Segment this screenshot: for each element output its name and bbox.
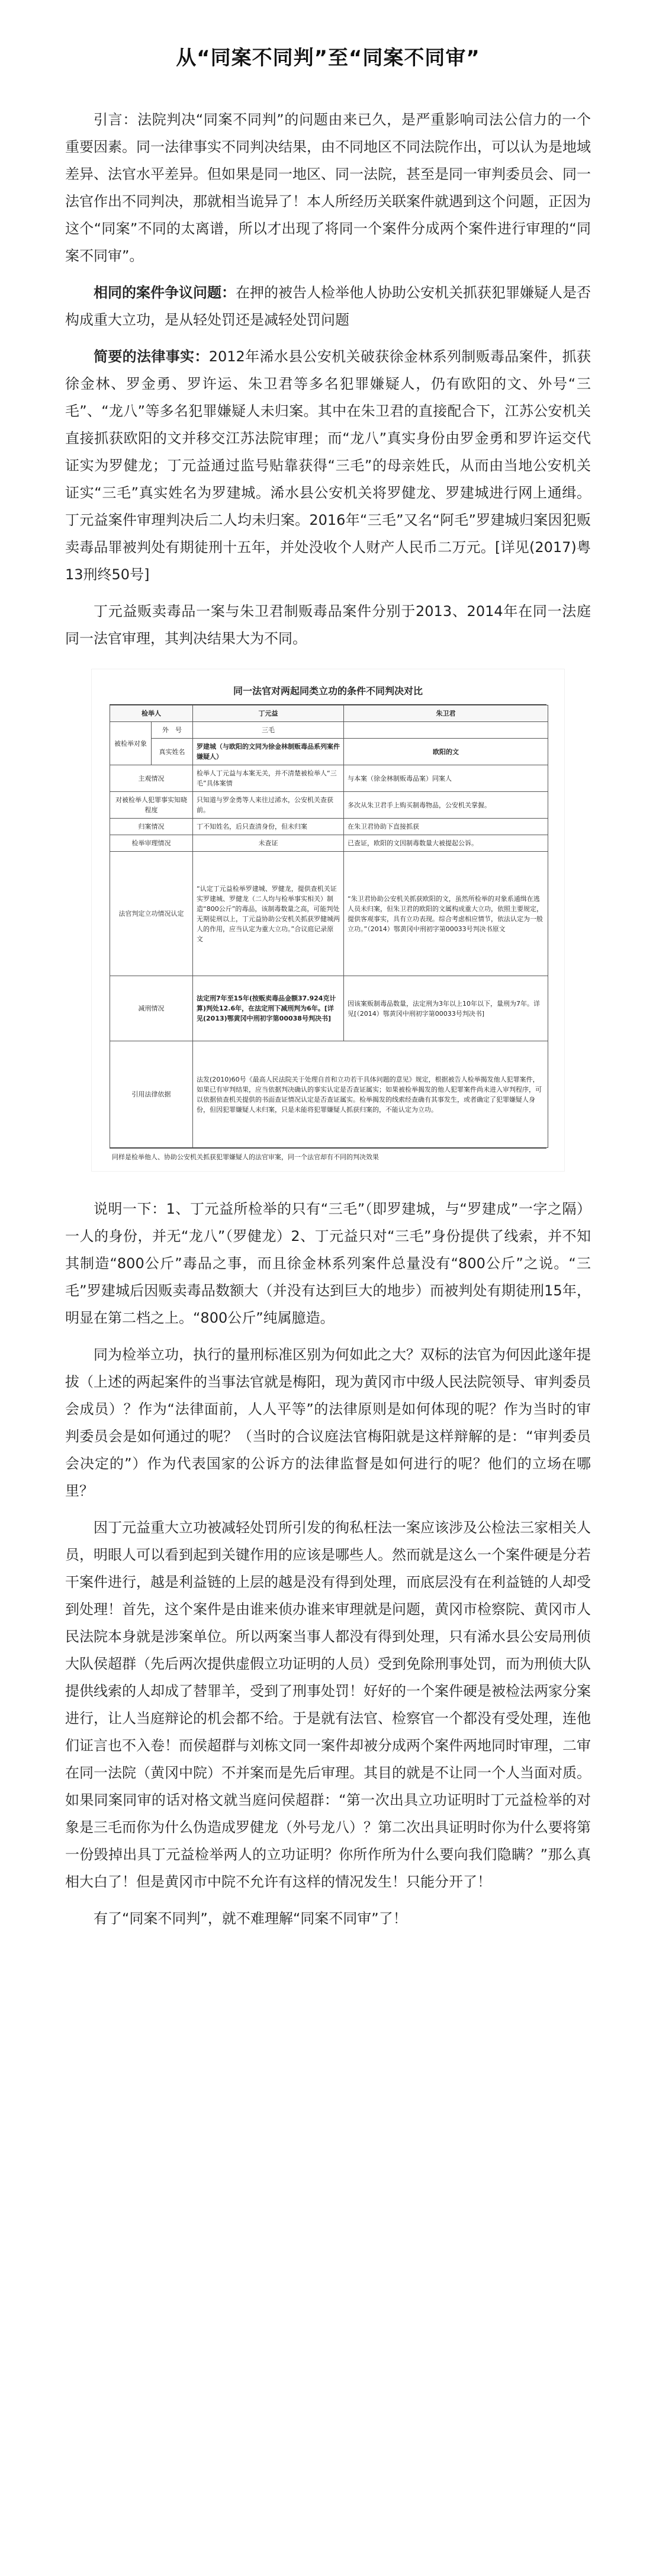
row-label-prosecutor: 检举审理情况 (110, 835, 193, 852)
cell-b-alias (344, 722, 548, 739)
row-label-effect: 对被检举人犯罪事实知晓程度 (110, 792, 193, 819)
cell-b-court: “朱卫君协助公安机关抓获欧阳的文，虽然所检举的对象系通缉在逃人员未归案，但朱卫君的欧阳的文属构成重大立功，依照主要规定，提供客观事实，具有立功表现。综合考虑相应情节，依法认定为一般立功。”（2014）鄂黄冈中刑初字第00033号判决书原文 (344, 852, 548, 976)
trial-paragraph: 丁元益贩卖毒品一案与朱卫君制贩毒品案件分别于2013、2014年在同一法庭同一法官审理，其判决结果大为不同。 (65, 603, 591, 647)
cell-a-sentence: 法定刑7年至15年(按贩卖毒品金额37.924克计算)判处12.6年，在法定刑下减刑判为6年。[详见(2013)鄂黄冈中刑初字第00038号判决书] (193, 976, 344, 1041)
dispute-body: 在押的被告人检举他人协助公安机关抓获犯罪嫌疑人是否构成重大立功，是从轻处罚还是减轻处罚问题 (65, 284, 591, 328)
cell-a-prosecutor: 未查证 (193, 835, 344, 852)
cell-b-subjective: 与本案（徐金林制贩毒品案）同案人 (344, 765, 548, 792)
table-row (110, 1041, 548, 1148)
table-note: 同样是检举他人、协助公安机关抓获犯罪嫌疑人的法官审案，同一个法官却有不同的判决效果 (110, 1148, 546, 1163)
dispute-paragraph (65, 279, 591, 333)
row-label-capture: 归案情况 (110, 819, 193, 835)
row-label-target: 被检举对象 (110, 722, 152, 765)
header-label: 检举人 (110, 705, 193, 722)
question-paragraph: 同为检举立功，执行的量刑标准区别为何如此之大？双标的法官为何因此遂年提拔（上述的两起案件的当事法官就是梅阳，现为黄冈市中级人民法院领导、审判委员会成员）？作为“法律面前，人人平等”的法律原则是如何体现的呢？作为当时的审判委员会是如何通过的呢？（当时的合议庭法官梅阳就是这样辩解的是：“审判委员会决定的”）作为代表国家的公诉方的法律监督是如何进行的呢？他们的立场在哪里？ (65, 1346, 591, 1499)
cell-a-realname: 罗建城（与欧阳的文同为徐金林制贩毒品系列案件嫌疑人） (193, 739, 344, 765)
cell-a-court: “认定丁元益检举罗建城、罗健龙，提供查机关证实罗建城、罗健龙（二人均与检举事实相关）制造“800公斤”的毒品，该制毒数量之高，可能判处无期徒刑以上，丁元益协助公安机关抓获罗健城两人的作用，应当认定为重大立功。”合议庭记录原文 (193, 852, 344, 976)
cell-b-prosecutor: 已查证，欧阳的文因制毒数量大被提起公诉。 (344, 835, 548, 852)
cell-b-capture: 在朱卫君协助下直接抓获 (344, 819, 548, 835)
closing-paragraph: 有了“同案不同判”，就不难理解“同案不同审”了！ (94, 1910, 407, 1927)
table-row (110, 765, 548, 792)
table-row (110, 819, 548, 835)
header-col-b: 朱卫君 (344, 705, 548, 722)
comparison-table-figure (91, 669, 565, 1172)
table-caption: 同一法官对两起同类立功的条件不同判决对比 (110, 680, 546, 705)
article-title: 从“同案不同判”至“同案不同审” (176, 46, 480, 70)
cell-basis: 法发(2010)60号《最高人民法院关于处理自首和立功若干具体问题的意见》规定，根据被告人检举揭发他人犯罪案件，如果已有审判结果，应当依据判决确认的事实认定是否查证属实；如果被检举揭发的他人犯罪案件尚未进入审判程序，可以依据侦查机关提供的书面查证情况认定是否查证属实。检举揭发的线索经查确有其事发生，或者确定了犯罪嫌疑人身份，但因犯罪嫌疑人未归案，只是未能将犯罪嫌疑人抓获归案的，不能认定为立功。 (193, 1041, 548, 1148)
table-row (110, 722, 548, 739)
sub-label-realname: 真实姓名 (152, 739, 193, 765)
row-label-subjective: 主观情况 (110, 765, 193, 792)
cell-a-effect: 只知道与罗金勇等人来往过浠水，公安机关查获前。 (193, 792, 344, 819)
sub-label-alias: 外 号 (152, 722, 193, 739)
table-row (110, 835, 548, 852)
comparison-table (110, 705, 548, 1148)
row-label-basis: 引用法律依据 (110, 1041, 193, 1148)
facts-paragraph (65, 343, 591, 588)
cell-a-subjective: 检举人丁元益与本案无关，并不清楚被检举人“三毛”具体案情 (193, 765, 344, 792)
cell-b-sentence: 因该案贩制毒品数量，法定刑为3年以上10年以下，量刑为7年。详见[（2014）鄂黄冈中刑初字第00033号判决书] (344, 976, 548, 1041)
table-row (110, 792, 548, 819)
row-label-court: 法官判定立功情况认定 (110, 852, 193, 976)
table-row (110, 852, 548, 976)
cell-b-realname: 欧阳的文 (344, 739, 548, 765)
row-label-sentence: 减刑情况 (110, 976, 193, 1041)
cell-b-effect: 多次从朱卫君手上购买制毒物品，公安机关掌握。 (344, 792, 548, 819)
header-col-a: 丁元益 (193, 705, 344, 722)
cell-a-capture: 丁不知姓名，后只查清身份，但未归案 (193, 819, 344, 835)
intro-paragraph: 引言：法院判决“同案不同判”的问题由来已久，是严重影响司法公信力的一个重要因素。同一法律事实不同判决结果，由不同地区不同法院作出，可以认为是地域差异、法官水平差异。但如果是同一地区、同一法院，甚至是同一审判委员会、同一法官作出不同判决，那就相当诡异了！本人所经历关联案件就遇到这个问题，正因为这个“同案”不同的太离谱，所以才出现了将同一个案件分成两个案件进行审理的“同案不同审”。 (65, 111, 591, 264)
facts-lead: 简要的法律事实： (94, 348, 209, 365)
cell-a-alias: 三毛 (193, 722, 344, 739)
dispute-lead: 相同的案件争议问题： (94, 284, 236, 301)
analysis-paragraph: 因丁元益重大立功被减轻处罚所引发的徇私枉法一案应该涉及公检法三家相关人员，明眼人可以看到起到关键作用的应该是哪些人。然而就是这么一个案件硬是分若干案件进行，越是利益链的上层的越是没有得到处理，而底层没有在利益链的人却受到处理！首先，这个案件是由谁来侦办谁来审理就是问题，黄冈市检察院、黄冈市人民法院本身就是涉案单位。所以两案当事人都没有得到处理，只有浠水县公安局刑侦大队侯超群（先后两次提供虚假立功证明的人员）受到免除刑事处罚，而为刑侦大队提供线索的人却成了替罪羊，受到了刑事处罚！好好的一个案件硬是被检法两家分案进行，让人当庭辩论的机会都不给。于是就有法官、检察官一个都没有受处理，连他们证言也不入卷！而侯超群与刘栋文同一案件却被分成两个案件两地同时审理，二审在同一法院（黄冈中院）不并案而是先后审理。其目的就是不让同一个人当面对质。如果同案同审的话对格文就当庭问侯超群：“第一次出具立功证明时丁元益检举的对象是三毛而你为什么伪造成罗健龙（外号龙八）？第二次出具证明时你为什么要将第一份毁掉出具丁元益检举两人的立功证明？你所作所为什么要向我们隐瞒？”那么真相大白了！但是黄冈市中院不允许有这样的情况发生！只能分开了！ (65, 1519, 591, 1890)
explanation-paragraph: 说明一下：1、丁元益所检举的只有“三毛”（即罗建城，与“罗建成”一字之隔）一人的身份，并无“龙八”（罗健龙）2、丁元益只对“三毛”身份提供了线索，并不知其制造“800公斤”毒品之事，而且徐金林系列案件总量没有“800公斤”之说。“三毛”罗建城后因贩卖毒品数额大（并没有达到巨大的地步）而被判处有期徒刑15年，明显在第二档之上。“800公斤”纯属臆造。 (65, 1201, 591, 1326)
table-row (110, 705, 548, 722)
table-row (110, 976, 548, 1041)
facts-body: 2012年浠水县公安机关破获徐金林系列制贩毒品案件，抓获徐金林、罗金勇、罗许运、朱卫君等多名犯罪嫌疑人，仍有欧阳的文、外号“三毛”、“龙八”等多名犯罪嫌疑人未归案。其中在朱卫君的直接配合下，江苏公安机关直接抓获欧阳的文并移交江苏法院审理；而“龙八”真实身份由罗金勇和罗许运交代证实为罗健龙；丁元益通过监号贴靠获得“三毛”的母亲姓氏，从而由当地公安机关证实“三毛”真实姓名为罗建城。浠水县公安机关将罗健龙、罗建城进行网上通缉。丁元益案件审理判决后二人均未归案。2016年“三毛”又名“阿毛”罗建城归案因犯贩卖毒品罪被判处有期徒刑十五年，并处没收个人财产人民币二万元。[详见(2017)粤13刑终50号] (65, 348, 591, 583)
table-row (110, 739, 548, 765)
